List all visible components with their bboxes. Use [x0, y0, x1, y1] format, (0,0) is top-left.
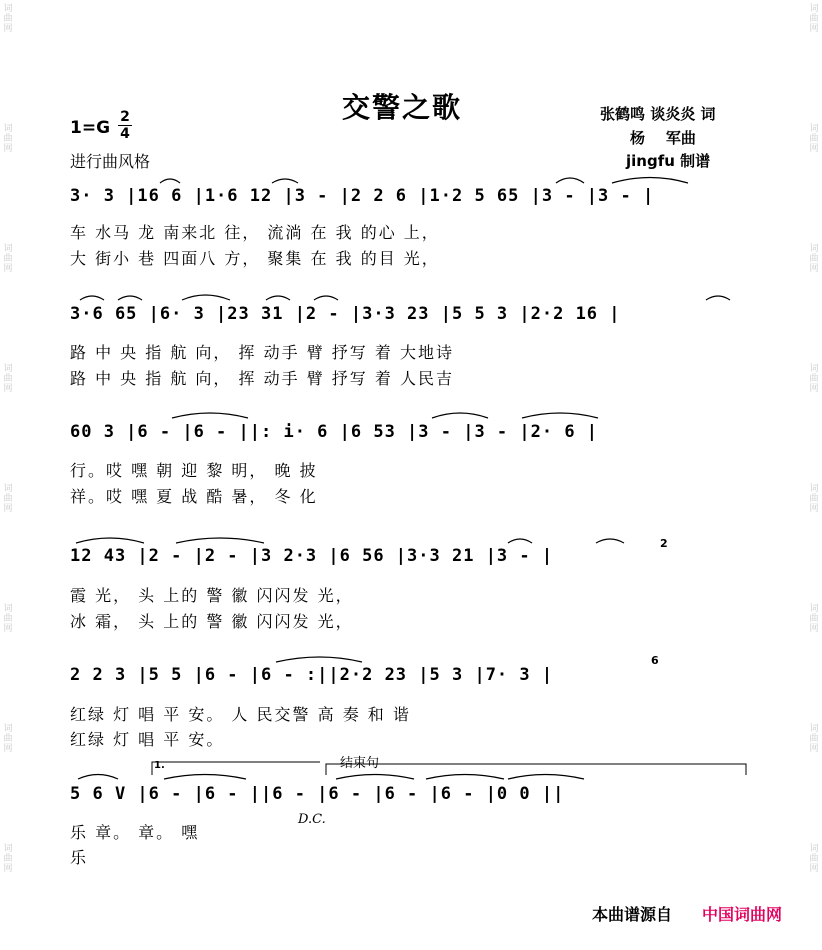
slur: [706, 296, 730, 300]
slur: [508, 539, 532, 543]
lyric-verse-1: 红绿 灯 唱 平 安。 人 民交警 高 奏 和 谐: [70, 705, 411, 724]
notation-line: 3· 3 |16 6 |1·6 12 |3 - |2 2 6 |1·2 5 65 |3 - |3 - |: [70, 186, 655, 206]
tie: [276, 657, 362, 662]
watermark-text: 词曲网: [809, 244, 819, 274]
watermark-text: 词曲网: [3, 4, 13, 34]
tie: [172, 413, 248, 418]
watermark-text: 词曲网: [3, 364, 13, 394]
slur: [80, 296, 104, 300]
lyric-verse-2: 乐: [70, 848, 89, 867]
watermark-text: 词曲网: [809, 124, 819, 154]
slur: [266, 296, 290, 300]
tempo-style: 进行曲风格: [70, 152, 151, 171]
tie: [176, 538, 264, 543]
notation-line: 2 2 3 |5 5 |6 - |6 - :||2·2 23 |5 3 |7· 3 |: [70, 665, 554, 685]
coda-bracket: [326, 764, 746, 775]
watermark-text: 词曲网: [3, 724, 13, 754]
notation-line: 3·6 65 |6· 3 |23 31 |2 - |3·3 23 |5 5 3 |2·2 16 |: [70, 304, 621, 324]
lyric-verse-2: 祥。哎 嘿 夏 战 酷 暑， 冬 化: [70, 487, 318, 506]
watermark-text: 词曲网: [3, 484, 13, 514]
source-site-link[interactable]: 中国词曲网: [702, 905, 783, 924]
watermark-text: 词曲网: [809, 604, 819, 634]
volta-bracket: [152, 762, 320, 775]
notation-line: 5 6 V |6 - |6 - ||6 - |6 - |6 - |6 - |0 0 ||: [70, 784, 565, 804]
slur: [272, 179, 298, 183]
lyricist-credit: 张鹤鸣 谈炎炎 词: [600, 105, 716, 123]
tie: [164, 775, 246, 780]
composer-credit: 杨 军曲: [630, 129, 696, 147]
slur: [432, 413, 488, 418]
lyric-verse-1: 行。哎 嘿 朝 迎 黎 明， 晚 披: [70, 461, 318, 480]
repeat-ending-mark: 2: [660, 537, 668, 550]
tie: [336, 775, 414, 780]
slur: [118, 296, 142, 300]
watermark-text: 词曲网: [3, 124, 13, 154]
song-title: 交警之歌: [342, 91, 463, 124]
slur: [314, 296, 338, 300]
tie: [508, 775, 584, 780]
dc-marking: D.C.: [298, 812, 326, 827]
slur: [556, 178, 584, 183]
lyric-verse-1: 路 中 央 指 航 向， 挥 动手 臂 抒写 着 大地诗: [70, 343, 454, 362]
watermark-text: 词曲网: [809, 724, 819, 754]
tie: [522, 413, 598, 418]
lyric-verse-1: 霞 光， 头 上的 警 徽 闪闪发 光，: [70, 586, 354, 605]
watermark-text: 词曲网: [3, 244, 13, 274]
watermark-text: 词曲网: [809, 4, 819, 34]
lyric-verse-2: 冰 霜， 头 上的 警 徽 闪闪发 光，: [70, 612, 354, 631]
slur: [78, 775, 118, 780]
lyric-verse-2: 大 街小 巷 四面八 方， 聚集 在 我 的目 光，: [70, 249, 440, 268]
lyric-verse-2: 红绿 灯 唱 平 安。: [70, 730, 225, 749]
notation-line: 60 3 |6 - |6 - ||: i· 6 |6 53 |3 - |3 - |2· 6 |: [70, 422, 599, 442]
watermark-text: 词曲网: [3, 844, 13, 874]
notation-line: 12 43 |2 - |2 - |3 2·3 |6 56 |3·3 21 |3 - |: [70, 546, 554, 566]
watermark-text: 词曲网: [809, 844, 819, 874]
watermark-text: 词曲网: [3, 604, 13, 634]
slur: [160, 179, 180, 183]
slur: [76, 538, 144, 543]
tie: [612, 178, 688, 184]
transcriber-credit: jingfu 制谱: [626, 152, 711, 170]
lyric-verse-1: 乐 章。 章。 嘿: [70, 823, 200, 842]
slur: [596, 539, 624, 543]
time-signature-numerator: 2: [120, 109, 130, 125]
tie: [426, 775, 504, 780]
watermark-text: 词曲网: [809, 484, 819, 514]
key-signature: 1=G: [70, 118, 111, 138]
source-label: 本曲谱源自: [592, 905, 673, 924]
watermark-text: 词曲网: [809, 364, 819, 394]
tie: [182, 295, 230, 300]
grace-note: 6: [651, 654, 659, 667]
volta-1-label: 1.: [154, 760, 165, 771]
time-signature-denominator: 4: [120, 126, 130, 142]
coda-label: 结束句: [340, 756, 380, 771]
lyric-verse-2: 路 中 央 指 航 向， 挥 动手 臂 抒写 着 人民吉: [70, 369, 454, 388]
lyric-verse-1: 车 水马 龙 南来北 往， 流淌 在 我 的心 上，: [70, 223, 440, 242]
